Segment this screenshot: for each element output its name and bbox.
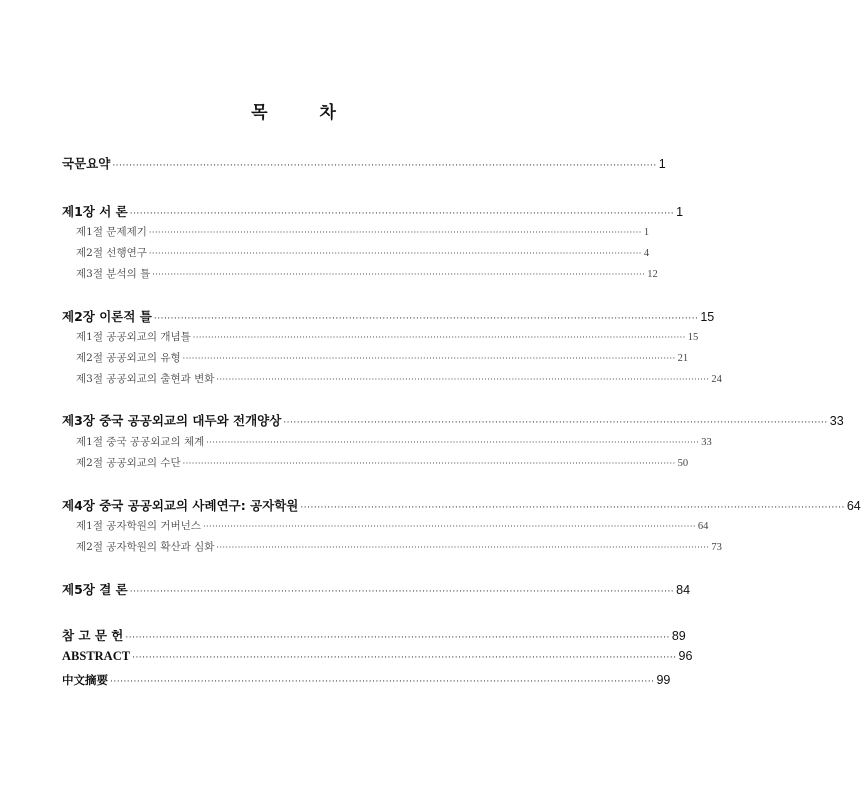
dot-leader: ··································································································································································	[129, 587, 675, 597]
toc-entry-chapter-3	[62, 411, 844, 429]
toc-entry-page: 96	[678, 649, 693, 663]
toc-entry-page: 24	[711, 374, 722, 385]
dot-leader: ··································································································································································	[148, 228, 642, 237]
dot-leader: ··································································································································································	[216, 375, 710, 384]
toc-entry-label: 제3장 중국 공공외교의 대두와 전개양상	[62, 413, 282, 428]
toc-entry-label: 中文摘要	[62, 673, 108, 687]
dot-leader: ··································································································································································	[129, 209, 675, 219]
dot-leader: ··································································································································································	[300, 503, 845, 513]
toc-entry-page: 64	[846, 499, 861, 513]
dot-leader: ··································································································································································	[132, 653, 677, 663]
toc-entry-section-2-1	[62, 329, 699, 344]
toc-entry-page: 4	[643, 248, 650, 259]
toc-entry-page: 64	[697, 521, 709, 532]
toc-entry-page: 1	[643, 227, 650, 238]
dot-leader: ··································································································································································	[202, 522, 696, 531]
toc-entry-page: 73	[711, 542, 722, 553]
toc-entry-section-2-2	[62, 350, 689, 365]
dot-leader: ··································································································································································	[148, 249, 642, 258]
toc-entry-chapter-5	[62, 580, 691, 598]
toc-entry-chapter-1	[62, 202, 684, 220]
toc-entry-section-1-2	[62, 245, 650, 260]
toc-entry-label: 제5장 결 론	[62, 582, 128, 597]
toc-entry-page: 89	[671, 629, 686, 643]
toc-entry-label: 제2장 이론적 틀	[62, 309, 152, 324]
toc-entry-section-2-3	[62, 371, 722, 386]
dot-leader: ··································································································································································	[112, 161, 657, 171]
dot-leader: ··································································································································································	[182, 459, 676, 468]
toc-entry-page: 15	[700, 310, 715, 324]
page-title: 목 차	[251, 103, 338, 123]
toc-entry-chapter-4	[62, 496, 861, 514]
toc-entry-page: 50	[677, 458, 689, 469]
dot-leader: ··································································································································································	[152, 270, 646, 279]
toc-entry-page: 33	[829, 414, 844, 428]
toc-entry-label: 국문요약	[62, 156, 111, 171]
dot-leader: ··································································································································································	[192, 333, 686, 342]
toc-entry-label: 제3절 공공외교의 출현과 변화	[76, 373, 215, 385]
toc-entry-label: 제1절 문제제기	[76, 226, 147, 238]
dot-leader: ··································································································································································	[125, 633, 670, 643]
toc-entry-abstract	[62, 649, 693, 664]
dot-leader: ··································································································································································	[216, 543, 710, 552]
toc-entry-page: 84	[676, 583, 691, 597]
toc-entry-section-4-1	[62, 518, 709, 533]
toc-entry-page: 21	[677, 353, 689, 364]
dot-leader: ··································································································································································	[182, 354, 676, 363]
toc-entry-page: 33	[701, 437, 712, 448]
toc-entry-label: ABSTRACT	[62, 649, 131, 663]
dot-leader: ··································································································································································	[283, 418, 828, 428]
toc-entry-label: 제2절 공공외교의 수단	[76, 457, 181, 469]
toc-entry-section-4-2	[62, 539, 722, 554]
toc-entry-label: 제1절 공공외교의 개념틀	[76, 331, 191, 343]
toc-entry-label: 제2절 공공외교의 유형	[76, 352, 181, 364]
toc-entry-label: 제4장 중국 공공외교의 사례연구: 공자학원	[62, 498, 299, 513]
dot-leader: ··································································································································································	[206, 438, 700, 447]
toc-entry-section-1-3	[62, 266, 658, 281]
toc-entry-chapter-2	[62, 307, 715, 325]
toc-entry-section-3-1	[62, 434, 712, 449]
toc-entry-label: 참 고 문 헌	[62, 628, 124, 643]
toc-entry-label: 제1절 공자학원의 거버넌스	[76, 520, 201, 532]
toc-entry-page: 1	[658, 157, 666, 171]
dot-leader: ··································································································································································	[110, 677, 655, 687]
toc-entry-label: 제2절 공자학원의 확산과 심화	[76, 541, 215, 553]
toc-entry-korean-summary	[62, 154, 666, 172]
toc-entry-chinese-abstract	[62, 672, 671, 688]
toc-entry-section-1-1	[62, 224, 650, 239]
toc-entry-page: 99	[656, 673, 671, 687]
toc-entry-label: 제2절 선행연구	[76, 247, 147, 259]
toc-entry-label: 제1절 중국 공공외교의 체계	[76, 436, 205, 448]
toc-entry-references	[62, 626, 686, 644]
toc-entry-section-3-2	[62, 455, 689, 470]
dot-leader: ··································································································································································	[153, 314, 699, 324]
toc-entry-page: 15	[687, 332, 699, 343]
toc-entry-label: 제3절 분석의 틀	[76, 268, 151, 280]
toc-entry-label: 제1장 서 론	[62, 204, 128, 219]
toc-entry-page: 12	[647, 269, 658, 280]
toc-entry-page: 1	[676, 205, 684, 219]
